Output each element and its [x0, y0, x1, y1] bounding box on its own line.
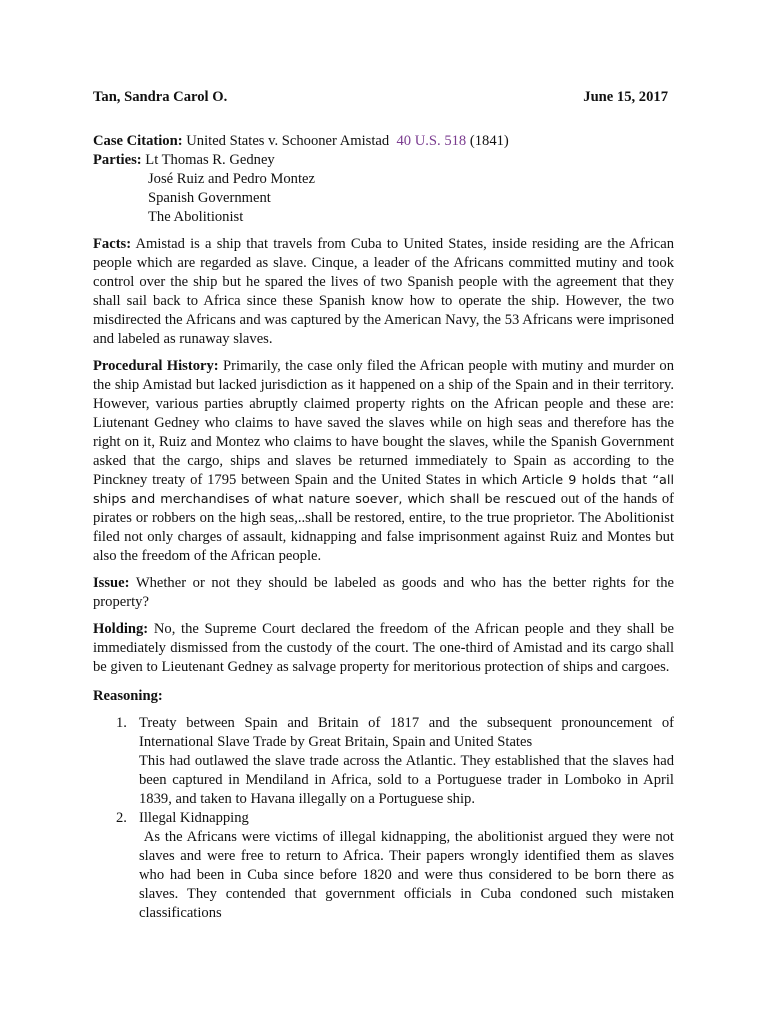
- holding-paragraph: [93, 620, 674, 677]
- procedural-history-text: Primarily, the case only filed the African people with mutiny and murder on the ship Amistad but lacked jurisdiction as it happened on a ship of the Spain and in their territory. However, various parties abruptly claimed property rights on the African people and these are: Liutenant Gedney who claims to have saved the slaves while on high seas and therefore has the right on it, Ruiz and Montez who claims to have bought the slaves, while the Spanish Government asked that the cargo, ships and slaves be returned immediately to Spain as according to the Pinckney treaty of 1795 between Spain and the United States in which: [93, 358, 674, 488]
- holding-label: Holding:: [93, 621, 149, 637]
- procedural-history-label: Procedural History:: [93, 358, 219, 374]
- issue-paragraph: [93, 574, 674, 612]
- reasoning-item-title: Illegal Kidnapping: [139, 810, 249, 826]
- reasoning-label: Reasoning:: [93, 688, 163, 704]
- case-name: United States v. Schooner Amistad: [186, 133, 390, 149]
- party-item: Lt Thomas R. Gedney: [145, 152, 275, 168]
- parties-section: [93, 151, 674, 227]
- holding-text: No, the Supreme Court declared the freedom of the African people and they shall be immediately dismissed from the custody of the court. The one-third of Amistad and its cargo shall be given to Lieutenant Gedney as salvage property for meritorious protection of ships and cargoes.: [93, 621, 674, 675]
- facts-label: Facts:: [93, 236, 132, 252]
- issue-label: Issue:: [93, 575, 130, 591]
- parties-label: Parties:: [93, 152, 142, 168]
- party-item: The Abolitionist: [148, 209, 244, 225]
- reasoning-item-title: Treaty between Spain and Britain of 1817 and the subsequent pronouncement of International Slave Trade by Great Britain, Spain and United States: [139, 715, 674, 750]
- procedural-history-quote: Article 9 holds that “all ships and merchandises of what nature soever, which shall be rescued: [93, 473, 674, 507]
- document-body: [93, 132, 674, 923]
- reasoning-item-body: As the Africans were victims of illegal kidnapping, the abolitionist argued they were not slaves and were free to return to Africa. Their papers wrongly identified them as slaves who had been in Cuba since before 1820 and were thus considered to be born there as slaves. They contended that government officials in Cuba condoned such mistaken classifications: [139, 829, 674, 921]
- facts-text: Amistad is a ship that travels from Cuba to United States, inside residing are the African people which are regarded as slave. Cinque, a leader of the Africans committed mutiny and took control over the ship but he spared the lives of two Spanish people with the agreement that they shall sail back to Africa since these Spanish know how to operate the ship. However, the two misdirected the Africans and was captured by the American Navy, the 53 Africans were imprisoned and labeled as runaway slaves.: [93, 236, 675, 347]
- case-year: (1841): [469, 133, 509, 149]
- author-name: Tan, Sandra Carol O.: [93, 89, 228, 105]
- reporter-link[interactable]: 40 U.S. 518: [396, 133, 467, 149]
- reasoning-item-number: 2.: [116, 810, 127, 826]
- reasoning-item: [93, 714, 674, 809]
- reasoning-item-number: 1.: [116, 715, 127, 731]
- case-citation-label: Case Citation:: [93, 133, 183, 149]
- procedural-history-paragraph: [93, 357, 674, 566]
- party-item: Spanish Government: [148, 190, 271, 206]
- issue-text: Whether or not they should be labeled as goods and who has the better rights for the property?: [93, 575, 674, 610]
- parties-first-line: [93, 151, 674, 170]
- reasoning-list: [93, 714, 674, 923]
- facts-paragraph: [93, 235, 674, 349]
- document-date: June 15, 2017: [583, 89, 668, 105]
- party-item: José Ruiz and Pedro Montez: [148, 171, 315, 187]
- reasoning-item: [93, 809, 674, 923]
- reasoning-item-body: This had outlawed the slave trade across the Atlantic. They established that the slaves had been captured in Mendiland in Africa, sold to a Portuguese trader in Lomboko in April 1839, and taken to Havana illegally on a Portuguese ship.: [139, 753, 674, 807]
- case-citation: [93, 132, 674, 151]
- document-header: [93, 88, 668, 107]
- procedural-history-text-end: out of the hands of pirates or robbers on the high seas,..shall be restored, entire, to the true proprietor. The Abolitionist filed not only charges of assault, kidnapping and false imprisonment against Ruiz and Montes but also the freedom of the African people.: [93, 491, 675, 564]
